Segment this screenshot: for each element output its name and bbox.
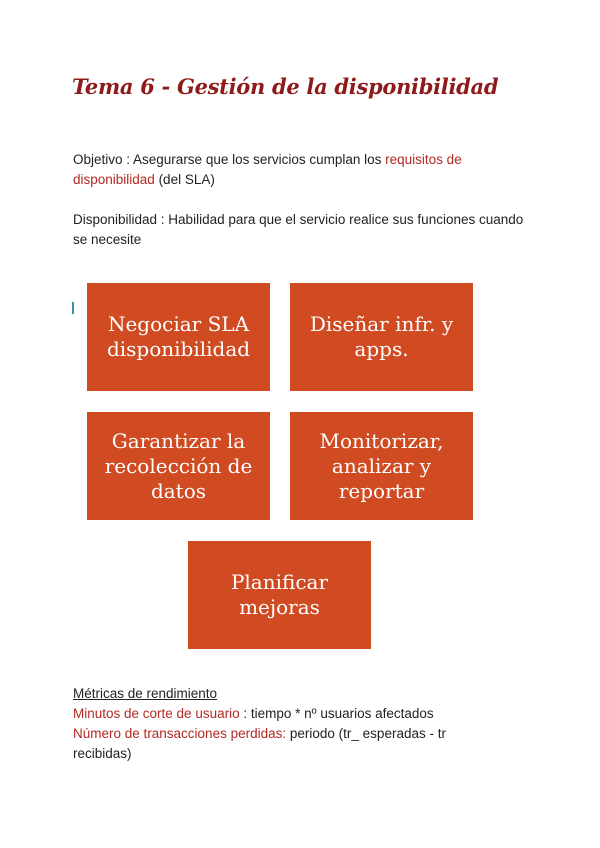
diagram-box-label: Monitorizar, analizar y reportar — [319, 428, 444, 503]
objetivo-paragraph — [73, 150, 533, 190]
objetivo-suffix: (del SLA) — [154, 172, 215, 187]
diagram-box-garantizar — [87, 412, 270, 520]
metric-text: tiempo * nº usuarios afectados — [250, 706, 434, 721]
metric-text: periodo (tr_ esperadas - tr recibidas) — [73, 726, 446, 761]
disponibilidad-paragraph: Disponibilidad : Habilidad para que el servicio realice sus funciones cuando se necesite — [73, 212, 524, 247]
diagram-box-planificar — [188, 541, 371, 649]
metric-label: Número de transacciones perdidas: — [73, 726, 287, 741]
diagram-box-label: Planificar mejoras — [230, 570, 329, 619]
diagram-box-label: Garantizar la recolección de datos — [104, 428, 253, 503]
diagram-box-label: Negociar SLA disponibilidad — [106, 312, 251, 361]
objetivo-label: Objetivo : Asegurarse que los servicios cumplan los — [73, 152, 386, 167]
metric-item-transacciones — [73, 724, 503, 764]
metric-label: Minutos de corte de usuario — [73, 706, 240, 721]
diagram-box-monitorizar — [290, 412, 473, 520]
diagram-box-label: Diseñar infr. y apps. — [309, 312, 454, 361]
diagram-box-negociar — [87, 283, 270, 391]
metric-item-minutos — [73, 704, 533, 724]
objetivo-highlight: requisitos de disponibilidad — [73, 152, 462, 187]
metric-separator: : — [239, 706, 251, 721]
metricas-heading: Métricas de rendimiento — [73, 686, 218, 701]
diagram-box-disenar — [290, 283, 473, 391]
page-title: Tema 6 - Gestión de la disponibilidad — [72, 74, 499, 99]
diagram-artifact — [72, 302, 74, 314]
